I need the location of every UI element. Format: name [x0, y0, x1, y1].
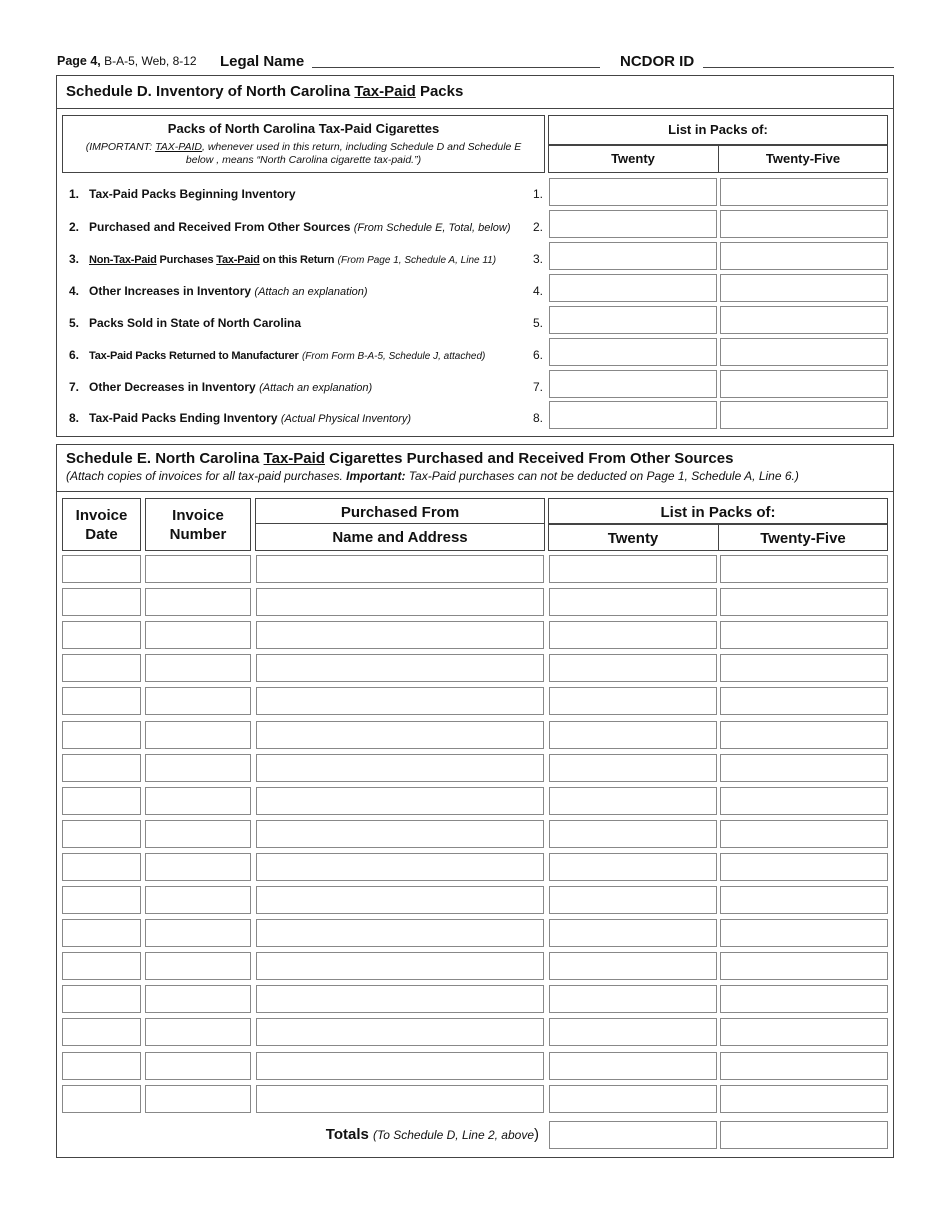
row-3-invoice-date-input[interactable] [62, 621, 141, 649]
schedule-d-line-3: 3. Non-Tax-Paid Purchases Tax-Paid on this Return (From Page 1, Schedule A, Line 11) [69, 252, 497, 266]
row-5-twenty-five-input[interactable] [720, 687, 888, 715]
row-16-twenty-five-input[interactable] [720, 1052, 888, 1080]
row-9-name-address-input[interactable] [256, 820, 544, 848]
row-7-invoice-number-input[interactable] [145, 754, 251, 782]
line-ref-3: 3. [533, 252, 544, 266]
row-13-name-address-input[interactable] [256, 952, 544, 980]
row-14-twenty-input[interactable] [549, 985, 717, 1013]
row-1-twenty-five-input[interactable] [720, 555, 888, 583]
row-11-invoice-number-input[interactable] [145, 886, 251, 914]
line-5-twenty-input[interactable] [549, 306, 717, 334]
row-3-twenty-input[interactable] [549, 621, 717, 649]
line-6-twenty-five-input[interactable] [720, 338, 888, 366]
row-2-twenty-five-input[interactable] [720, 588, 888, 616]
line-8-twenty-input[interactable] [549, 401, 717, 429]
row-4-twenty-input[interactable] [549, 654, 717, 682]
row-12-twenty-five-input[interactable] [720, 919, 888, 947]
row-12-name-address-input[interactable] [256, 919, 544, 947]
line-ref-5: 5. [533, 316, 544, 330]
line-1-twenty-five-input[interactable] [720, 178, 888, 206]
schedule-d-divider [56, 108, 894, 109]
line-ref-1: 1. [533, 187, 544, 201]
row-11-twenty-input[interactable] [549, 886, 717, 914]
row-10-name-address-input[interactable] [256, 853, 544, 881]
row-7-invoice-date-input[interactable] [62, 754, 141, 782]
schedule-e-twenty-five-header: Twenty-Five [760, 530, 846, 547]
row-7-name-address-input[interactable] [256, 754, 544, 782]
row-13-twenty-five-input[interactable] [720, 952, 888, 980]
row-15-name-address-input[interactable] [256, 1018, 544, 1046]
row-9-twenty-five-input[interactable] [720, 820, 888, 848]
row-2-name-address-input[interactable] [256, 588, 544, 616]
row-6-invoice-number-input[interactable] [145, 721, 251, 749]
row-13-invoice-number-input[interactable] [145, 952, 251, 980]
row-6-twenty-input[interactable] [549, 721, 717, 749]
row-10-twenty-input[interactable] [549, 853, 717, 881]
row-9-twenty-input[interactable] [549, 820, 717, 848]
schedule-e-title: Schedule E. North Carolina Tax-Paid Cigarettes Purchased and Received From Other Sources [66, 450, 734, 467]
row-5-invoice-number-input[interactable] [145, 687, 251, 715]
totals-twenty-input[interactable] [549, 1121, 717, 1149]
schedule-e-twenty-header: Twenty [607, 530, 659, 547]
row-2-invoice-number-input[interactable] [145, 588, 251, 616]
row-7-twenty-input[interactable] [549, 754, 717, 782]
line-7-twenty-five-input[interactable] [720, 370, 888, 398]
row-14-invoice-date-input[interactable] [62, 985, 141, 1013]
schedule-d-line-1: 1. Tax-Paid Packs Beginning Inventory [69, 187, 296, 201]
list-in-packs-label: List in Packs of: [668, 122, 768, 137]
row-12-invoice-number-input[interactable] [145, 919, 251, 947]
row-1-invoice-date-input[interactable] [62, 555, 141, 583]
totals-twenty-five-input[interactable] [720, 1121, 888, 1149]
schedule-d-title: Schedule D. Inventory of North Carolina Tax-Paid Packs [66, 83, 464, 100]
purchased-from-header: Purchased From [340, 504, 460, 521]
row-9-invoice-number-input[interactable] [145, 820, 251, 848]
line-ref-2: 2. [533, 220, 544, 234]
schedule-d-line-6: 6. Tax-Paid Packs Returned to Manufacturer (From Form B-A-5, Schedule J, attached) [69, 348, 486, 362]
schedule-e-note: (Attach copies of invoices for all tax-paid purchases. Important: Tax-Paid purchases can not be deducted on Page 1, Schedule A, Line 6.) [66, 469, 799, 483]
schedule-e-list-in-packs-label: List in Packs of: [660, 504, 776, 521]
line-ref-4: 4. [533, 284, 544, 298]
row-5-twenty-input[interactable] [549, 687, 717, 715]
page-number: Page 4, B-A-5, Web, 8-12 [57, 54, 197, 68]
row-6-invoice-date-input[interactable] [62, 721, 141, 749]
row-4-name-address-input[interactable] [256, 654, 544, 682]
line-ref-8: 8. [533, 411, 544, 425]
row-17-twenty-five-input[interactable] [720, 1085, 888, 1113]
row-8-invoice-date-input[interactable] [62, 787, 141, 815]
ncdor-id-field[interactable] [703, 67, 894, 68]
row-12-invoice-date-input[interactable] [62, 919, 141, 947]
row-1-twenty-input[interactable] [549, 555, 717, 583]
schedule-e-divider [56, 491, 894, 492]
row-11-invoice-date-input[interactable] [62, 886, 141, 914]
row-3-invoice-number-input[interactable] [145, 621, 251, 649]
line-8-twenty-five-input[interactable] [720, 401, 888, 429]
row-14-name-address-input[interactable] [256, 985, 544, 1013]
name-address-header: Name and Address [332, 529, 468, 546]
row-6-twenty-five-input[interactable] [720, 721, 888, 749]
column-twenty-header: Twenty [611, 151, 655, 166]
row-16-invoice-number-input[interactable] [145, 1052, 251, 1080]
schedule-d-line-7: 7. Other Decreases in Inventory (Attach an explanation) [69, 380, 373, 394]
row-8-name-address-input[interactable] [256, 787, 544, 815]
row-11-twenty-five-input[interactable] [720, 886, 888, 914]
row-5-name-address-input[interactable] [256, 687, 544, 715]
row-14-invoice-number-input[interactable] [145, 985, 251, 1013]
row-16-name-address-input[interactable] [256, 1052, 544, 1080]
legal-name-field[interactable] [312, 67, 600, 68]
schedule-d-line-8: 8. Tax-Paid Packs Ending Inventory (Actual Physical Inventory) [69, 411, 412, 425]
form-code: B-A-5, Web, 8-12 [104, 54, 197, 68]
row-15-twenty-five-input[interactable] [720, 1018, 888, 1046]
line-3-twenty-five-input[interactable] [720, 242, 888, 270]
line-ref-7: 7. [533, 380, 544, 394]
row-1-name-address-input[interactable] [256, 555, 544, 583]
invoice-date-header: Invoice Date [75, 507, 128, 543]
row-13-twenty-input[interactable] [549, 952, 717, 980]
packs-title: Packs of North Carolina Tax-Paid Cigarettes [167, 121, 440, 136]
line-7-twenty-input[interactable] [549, 370, 717, 398]
row-12-twenty-input[interactable] [549, 919, 717, 947]
row-8-twenty-input[interactable] [549, 787, 717, 815]
row-3-name-address-input[interactable] [256, 621, 544, 649]
invoice-number-header: Invoice Number [169, 507, 227, 543]
schedule-d-line-5: 5. Packs Sold in State of North Carolina [69, 316, 302, 330]
row-7-twenty-five-input[interactable] [720, 754, 888, 782]
row-11-name-address-input[interactable] [256, 886, 544, 914]
row-17-name-address-input[interactable] [256, 1085, 544, 1113]
row-13-invoice-date-input[interactable] [62, 952, 141, 980]
schedule-d-line-2: 2. Purchased and Received From Other Sources (From Schedule E, Total, below) [69, 220, 511, 234]
row-1-invoice-number-input[interactable] [145, 555, 251, 583]
line-2-twenty-five-input[interactable] [720, 210, 888, 238]
packs-note: (IMPORTANT: TAX-PAID, whenever used in this return, including Schedule D and Schedule E below , means “North Carolina cigarette tax-paid.”) [85, 141, 522, 166]
row-15-twenty-input[interactable] [549, 1018, 717, 1046]
line-6-twenty-input[interactable] [549, 338, 717, 366]
line-4-twenty-input[interactable] [549, 274, 717, 302]
row-17-invoice-number-input[interactable] [145, 1085, 251, 1113]
row-8-invoice-number-input[interactable] [145, 787, 251, 815]
line-5-twenty-five-input[interactable] [720, 306, 888, 334]
line-ref-6: 6. [533, 348, 544, 362]
purchased-from-header-divider [255, 523, 545, 524]
row-2-invoice-date-input[interactable] [62, 588, 141, 616]
legal-name-label: Legal Name [220, 53, 305, 70]
row-3-twenty-five-input[interactable] [720, 621, 888, 649]
row-17-twenty-input[interactable] [549, 1085, 717, 1113]
row-10-invoice-date-input[interactable] [62, 853, 141, 881]
row-9-invoice-date-input[interactable] [62, 820, 141, 848]
row-15-invoice-date-input[interactable] [62, 1018, 141, 1046]
ncdor-id-label: NCDOR ID [620, 53, 695, 70]
row-10-invoice-number-input[interactable] [145, 853, 251, 881]
row-15-invoice-number-input[interactable] [145, 1018, 251, 1046]
row-5-invoice-date-input[interactable] [62, 687, 141, 715]
row-4-invoice-date-input[interactable] [62, 654, 141, 682]
line-4-twenty-five-input[interactable] [720, 274, 888, 302]
row-16-invoice-date-input[interactable] [62, 1052, 141, 1080]
line-1-twenty-input[interactable] [549, 178, 717, 206]
row-4-twenty-five-input[interactable] [720, 654, 888, 682]
row-4-invoice-number-input[interactable] [145, 654, 251, 682]
line-3-twenty-input[interactable] [549, 242, 717, 270]
row-16-twenty-input[interactable] [549, 1052, 717, 1080]
row-2-twenty-input[interactable] [549, 588, 717, 616]
line-2-twenty-input[interactable] [549, 210, 717, 238]
row-10-twenty-five-input[interactable] [720, 853, 888, 881]
totals-label: Totals (To Schedule D, Line 2, above) [325, 1126, 539, 1143]
schedule-d-line-4: 4. Other Increases in Inventory (Attach an explanation) [69, 284, 368, 298]
row-6-name-address-input[interactable] [256, 721, 544, 749]
row-17-invoice-date-input[interactable] [62, 1085, 141, 1113]
row-14-twenty-five-input[interactable] [720, 985, 888, 1013]
column-twenty-five-header: Twenty-Five [765, 151, 841, 166]
row-8-twenty-five-input[interactable] [720, 787, 888, 815]
